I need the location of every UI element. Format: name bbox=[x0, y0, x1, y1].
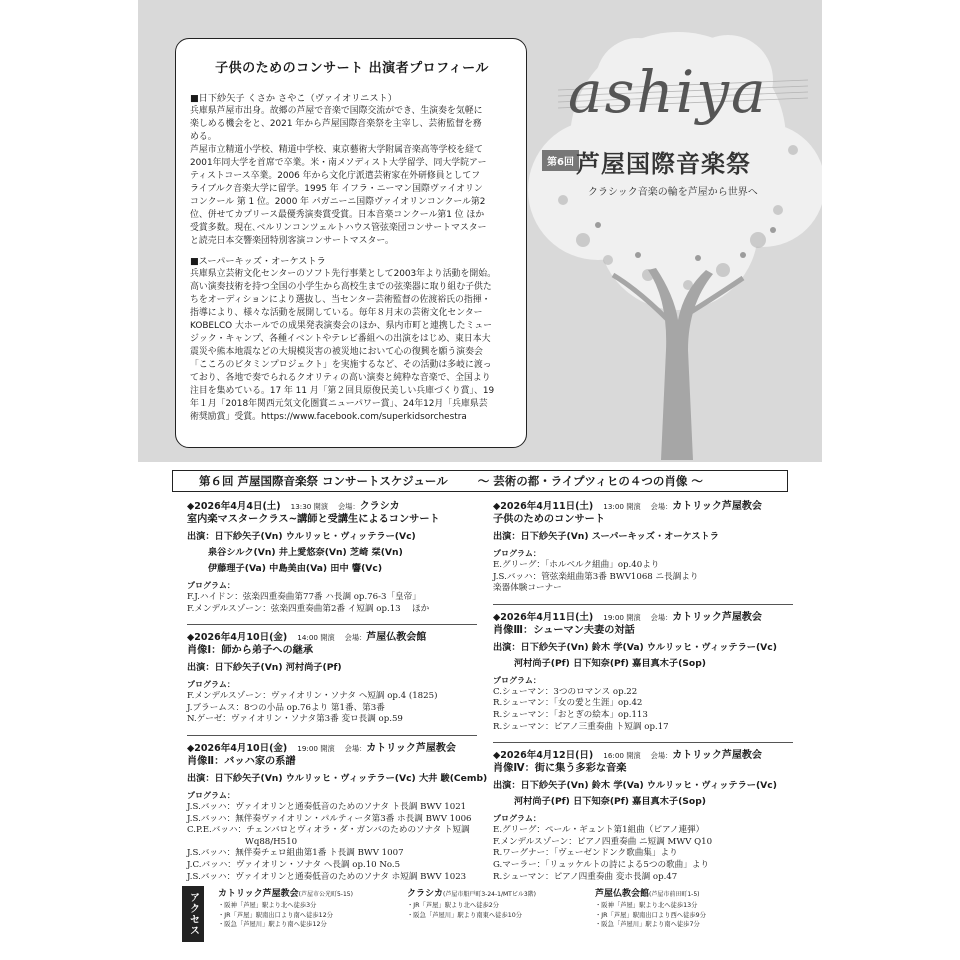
venue-label: 会場： bbox=[650, 612, 673, 622]
profile-title: 子供のためのコンサート 出演者プロフィール bbox=[215, 61, 489, 76]
concert-title: 肖像Ⅲ：シューマン夫妻の対話 bbox=[493, 624, 635, 636]
program-item: N.ゲーゼ：ヴァイオリン・ソナタ第3番 変ロ長調 op.59 bbox=[187, 714, 403, 725]
program-label: プログラム： bbox=[493, 675, 541, 685]
program-item: F.メンデルスゾーン：弦楽四重奏曲第2番 イ短調 op.13 ほか bbox=[187, 603, 430, 614]
program-label: プログラム： bbox=[493, 814, 541, 824]
program-item: R.シューマン：ピアノ三重奏曲 ト短調 op.17 bbox=[493, 721, 669, 732]
program-item: Wq88/H510 bbox=[245, 836, 298, 847]
performer-profile-box bbox=[175, 38, 527, 448]
concert-time: 13:30 開演 bbox=[290, 502, 329, 511]
bio-line: ジック・キャンプ、各種イベントやテレビ番組への出演をはじめ、東日本大 bbox=[190, 334, 491, 344]
bio-line: 指導により、様々な活動を展開している。毎年８月末の芸術文化センター bbox=[190, 308, 483, 318]
bio-line: 「こころのビタミンプロジェクト」を実施するなど、その活動は多岐に渡っ bbox=[190, 360, 492, 370]
bio-line: 兵庫県立芸術文化センターのソフト先行事業として2003年より活動を開始。 bbox=[190, 269, 497, 279]
access-route: ・JR「芦屋」駅南出口より西へ徒歩9分 bbox=[595, 911, 706, 919]
program-label: プログラム： bbox=[187, 680, 235, 690]
artist2-heading: ■スーパーキッズ・オーケストラ bbox=[190, 256, 326, 267]
bio-line: ちをオーディションにより選抜し、当センター芸術監督の佐渡裕氏の指揮・ bbox=[190, 295, 491, 305]
concert-dateline bbox=[493, 500, 793, 513]
concert-time: 19:00 開演 bbox=[603, 612, 641, 622]
edition-badge: 第6回 bbox=[542, 150, 579, 171]
concert-time: 14:00 開演 bbox=[297, 633, 335, 643]
venue-address: (芦屋市船戸町3-24-1/MTビル3階) bbox=[443, 891, 536, 898]
concert-performers: 出演：日下紗矢子(Vn) 河村尚子(Pf) bbox=[187, 662, 342, 674]
bio-line: 楽しめる機会をと、2021 年から芦屋国際音楽祭を主宰し、芸術監督を務 bbox=[190, 119, 482, 129]
program-item: R.シューマン：「おとぎの絵本」op.113 bbox=[493, 709, 648, 720]
bio-line: 2001年同大学を首席で卒業。米・南メソディスト大学留学、同大学院アー bbox=[190, 158, 487, 168]
bio-line: コンクール 第 1 位。2000 年 パガニーニ国際ヴァイオリンコンクール第2 bbox=[190, 197, 486, 207]
access-route: ・阪急「芦屋川」駅より南東へ徒歩10分 bbox=[407, 911, 523, 919]
access-route: ・JR「芦屋」駅より北へ徒歩2分 bbox=[407, 902, 500, 909]
venue-label: 会場： bbox=[650, 751, 673, 761]
access-venue bbox=[218, 888, 353, 930]
concert-divider bbox=[493, 742, 793, 743]
artist1-bio bbox=[190, 105, 514, 248]
festival-tagline: クラシック音楽の輪を芦屋から世界へ bbox=[588, 187, 758, 198]
concert-title: 室内楽マスタークラス~講師と受講生によるコンサート bbox=[187, 514, 440, 525]
bio-line: 術奨励賞」受賞。https://www.facebook.com/superkidsorchestra bbox=[190, 412, 467, 422]
concert-block bbox=[187, 631, 477, 730]
concert-performers: 出演：日下紗矢子(Vn) 鈴木 学(Va) ウルリッヒ・ヴィッテラー(Vc) bbox=[493, 641, 777, 653]
concert-title: 肖像Ⅱ：バッハ家の系譜 bbox=[187, 755, 296, 767]
concert-block bbox=[493, 749, 793, 887]
program-item: J.S.バッハ：ヴァイオリンと通奏低音のためのソナタ ホ短調 BWV 1023 bbox=[187, 871, 467, 882]
program-item: C.P.E.バッハ：チェンバロとヴィオラ・ダ・ガンバのためのソナタ ト短調 bbox=[187, 825, 470, 836]
venue-name: 芦屋仏教会館 bbox=[595, 889, 650, 899]
concert-date: ◆2026年4月10日(金) bbox=[187, 632, 288, 644]
venue-address: (芦屋市公光町5-15) bbox=[298, 891, 353, 898]
program-item: F.メンデルスゾーン：ヴァイオリン・ソナタ ヘ短調 op.4 (1825) bbox=[187, 691, 438, 702]
program-item: 楽器体験コーナー bbox=[493, 583, 562, 594]
program-label: プログラム： bbox=[187, 581, 235, 590]
access-route: ・JR「芦屋」駅南出口より南へ徒歩12分 bbox=[218, 911, 333, 919]
concert-venue: 芦屋仏教会館 bbox=[366, 632, 427, 644]
schedule-column-right bbox=[493, 500, 793, 887]
concert-date: ◆2026年4月11日(土) bbox=[493, 611, 594, 623]
concert-venue: カトリック芦屋教会 bbox=[672, 750, 762, 762]
concert-performers: 出演：日下紗矢子(Vn) ウルリッヒ・ヴィッテラー(Vc) bbox=[187, 531, 416, 542]
concert-time: 19:00 開演 bbox=[297, 743, 335, 753]
access-label: アクセス bbox=[182, 886, 204, 942]
program-item: J.ブラームス：8つの小品 op.76より 第1番、第3番 bbox=[187, 702, 385, 713]
access-route: ・阪神「芦屋」駅より北へ徒歩3分 bbox=[218, 902, 317, 909]
concert-performers: 河村尚子(Pf) 日下知奈(Pf) 嘉目真木子(Sop) bbox=[514, 657, 706, 669]
festival-name: 芦屋国際音楽祭 bbox=[576, 150, 751, 178]
concert-dateline bbox=[187, 742, 477, 755]
venue-name: クラシカ bbox=[407, 889, 444, 899]
bio-line: KOBELCO 大ホールでの成果発表演奏会のほか、県内市町と連携したミュー bbox=[190, 321, 492, 331]
program-item: E.グリーグ：ペール・ギュント第1組曲（ピアノ連弾） bbox=[493, 825, 705, 836]
program-item: J.S.バッハ：無伴奏チェロ組曲第1番 ト長調 BWV 1007 bbox=[187, 848, 404, 859]
schedule-header bbox=[172, 470, 788, 492]
concert-date: ◆2026年4月12日(日) bbox=[493, 750, 594, 762]
concert-title: 子供のためのコンサート bbox=[493, 514, 606, 525]
program-item: F.J.ハイドン：弦楽四重奏曲第77番 ハ長調 op.76-3「皇帝」 bbox=[187, 592, 421, 602]
concert-dateline bbox=[187, 500, 477, 513]
access-venue-name bbox=[407, 888, 536, 901]
bio-line: 受賞多数。現在､ベルリンコンツェルトハウス管弦楽団コンサートマスター bbox=[190, 223, 487, 233]
bio-line: 芦屋市立精道小学校、精道中学校、東京藝術大学附属音楽高等学校を経て bbox=[190, 145, 483, 155]
schedule-column-left bbox=[187, 500, 488, 887]
bio-line: 年１月「2018年関西元気文化圏賞ニューパワー賞」、24年12月「兵庫県芸 bbox=[190, 399, 488, 409]
concert-title: 肖像Ⅰ：師から弟子への継承 bbox=[187, 645, 314, 657]
access-venue-name bbox=[595, 888, 706, 901]
access-venue bbox=[595, 888, 706, 930]
bio-line: 兵庫県芦屋市出身。故郷の芦屋で音楽で国際交流ができ、生演奏を気軽に bbox=[190, 106, 483, 116]
venue-address: (芦屋市前田町1-5) bbox=[649, 891, 700, 898]
concert-date: ◆2026年4月10日(金) bbox=[187, 742, 288, 754]
program-item: C.シューマン：3つのロマンス op.22 bbox=[493, 686, 638, 697]
schedule-subtitle: ～ 芸術の都・ライプツィヒの４つの肖像 ～ bbox=[477, 474, 703, 488]
concert-divider bbox=[493, 604, 793, 605]
concert-performers: 伊藤理子(Va) 中島美由(Va) 田中 響(Vc) bbox=[208, 563, 383, 574]
access-venue-name bbox=[218, 888, 353, 901]
program-item: J.S.バッハ：管弦楽組曲第3番 BWV1068 ニ長調より bbox=[493, 571, 699, 582]
bio-line: 高い演奏技術を持つ全国の小学生から高校生までの弦楽器に取り組む子供た bbox=[190, 282, 492, 292]
access-route: ・阪急「芦屋川」駅より南へ徒歩7分 bbox=[595, 921, 700, 929]
program-item: E.グリーグ：「ホルベルク組曲」op.40より bbox=[493, 560, 660, 570]
concert-venue: カトリック芦屋教会 bbox=[672, 611, 762, 623]
concert-block bbox=[187, 742, 488, 887]
concert-venue: クラシカ bbox=[359, 501, 400, 512]
venue-label: 会場： bbox=[344, 743, 367, 753]
concert-dateline bbox=[493, 611, 793, 624]
program-item: G.マーラー：「リュッケルトの詩による5つの歌曲」より bbox=[493, 859, 710, 870]
access-venue bbox=[407, 888, 536, 920]
bio-line: ており、各地で奏でられるクオリティの高い演奏と純粋な音楽で、全国より bbox=[190, 373, 491, 383]
access-route: ・阪急「芦屋川」駅より南へ徒歩12分 bbox=[218, 921, 327, 929]
concert-venue: カトリック芦屋教会 bbox=[672, 501, 762, 512]
venue-name: カトリック芦屋教会 bbox=[218, 889, 299, 899]
concert-performers: 出演：日下紗矢子(Vn) 鈴木 学(Va) ウルリッヒ・ヴィッテラー(Vc) bbox=[493, 780, 777, 792]
bio-line: 注目を集めている。17 年 11 月「第２回貝原俊民美しい兵庫づくり賞」、19 bbox=[190, 386, 495, 396]
program-item: J.S.バッハ：無伴奏ヴァイオリン・パルティータ第3番 ホ長調 BWV 1006 bbox=[187, 813, 472, 824]
concert-date: ◆2026年4月11日(土) bbox=[493, 501, 594, 512]
concert-venue: カトリック芦屋教会 bbox=[366, 742, 456, 754]
program-item: R.ワーグナー：「ヴェーゼンドンク歌曲集」より bbox=[493, 848, 678, 859]
concert-time: 13:00 開演 bbox=[603, 502, 641, 511]
program-item: R.シューマン：ピアノ四重奏曲 変ホ長調 op.47 bbox=[493, 871, 678, 882]
festival-logo: ashiya bbox=[568, 58, 768, 126]
program-item: J.S.バッハ：ヴァイオリンと通奏低音のためのソナタ ト長調 BWV 1021 bbox=[187, 801, 467, 812]
concert-time: 16:00 開演 bbox=[603, 751, 641, 761]
venue-label: 会場： bbox=[338, 502, 360, 511]
concert-divider bbox=[187, 624, 477, 625]
program-item: F.メンデルスゾーン：ピアノ四重奏曲 ニ短調 MWV Q10 bbox=[493, 836, 713, 847]
concert-dateline bbox=[493, 749, 793, 762]
bio-line: 位、併せてカプリース最優秀演奏賞受賞。日本音楽コンクール第1 位 ほか bbox=[190, 210, 485, 220]
artist1-heading: ■日下紗矢子 くさか さやこ（ヴァイオリニスト） bbox=[190, 93, 397, 104]
concert-performers: 河村尚子(Pf) 日下知奈(Pf) 嘉目真木子(Sop) bbox=[514, 796, 706, 808]
bio-line: 震災や熊本地震などの大規模災害の被災地において心の復興を願う演奏会 bbox=[190, 347, 483, 357]
venue-label: 会場： bbox=[344, 633, 367, 643]
bio-line: と読売日本交響楽団特別客演コンサートマスター。 bbox=[190, 236, 394, 246]
program-label: プログラム： bbox=[187, 790, 235, 800]
program-label: プログラム： bbox=[493, 549, 541, 558]
venue-label: 会場： bbox=[650, 502, 673, 511]
festival-tree-logo bbox=[528, 20, 822, 460]
concert-performers: 出演：日下紗矢子(Vn) スーパーキッズ・オーケストラ bbox=[493, 531, 719, 542]
artist2-bio bbox=[190, 268, 514, 424]
program-item: R.シューマン：「女の愛と生涯」op.42 bbox=[493, 698, 643, 709]
bio-line: ティストコース卒業。2006 年から文化庁派遣芸術家在外研修員としてフ bbox=[190, 171, 481, 181]
access-route: ・阪神「芦屋」駅より北へ徒歩13分 bbox=[595, 902, 698, 909]
program-item: J.C.バッハ：ヴァイオリン・ソナタ ヘ長調 op.10 No.5 bbox=[187, 859, 401, 870]
access-section bbox=[182, 884, 790, 946]
concert-block bbox=[187, 500, 477, 619]
concert-performers: 泉谷シルク(Vn) 井上愛悠奈(Vn) 芝崎 栞(Vn) bbox=[208, 547, 403, 558]
concert-title: 肖像Ⅳ：街に集う多彩な音楽 bbox=[493, 763, 627, 775]
schedule-title: 第６回 芦屋国際音楽祭 コンサートスケジュール bbox=[199, 474, 448, 488]
concert-dateline bbox=[187, 631, 477, 644]
concert-performers: 出演：日下紗矢子(Vn) ウルリッヒ・ヴィッテラー(Vc) 大井 駿(Cemb) bbox=[187, 772, 488, 784]
bio-line: める。 bbox=[190, 132, 217, 142]
concert-divider bbox=[187, 735, 477, 736]
concert-block bbox=[493, 500, 793, 599]
concert-block bbox=[493, 611, 793, 737]
concert-date: ◆2026年4月4日(土) bbox=[187, 501, 281, 512]
bio-line: ライブルク音楽大学に留学。1995 年 イフラ・ニーマン国際ヴァイオリン bbox=[190, 184, 483, 194]
